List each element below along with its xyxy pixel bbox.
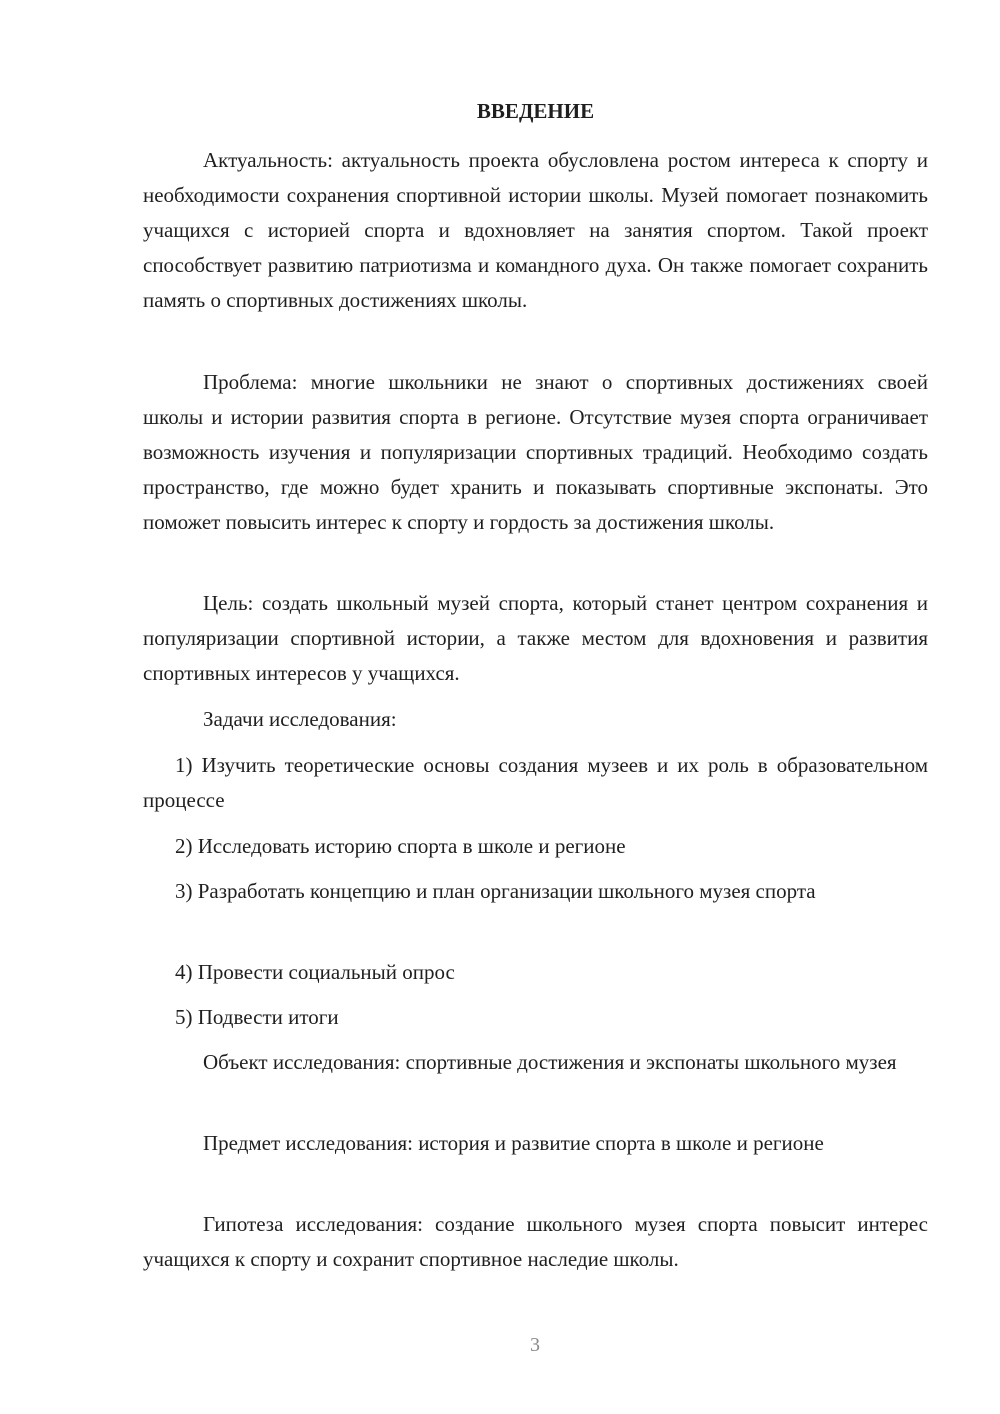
goal-paragraph: Цель: создать школьный музей спорта, который станет центром сохранения и популяризации спортивной истории, а также местом для вдохновения и развития спортивных интересов у учащихся. (143, 591, 928, 685)
task-item-1: 1) Изучить теоретические основы создания музеев и их роль в образовательном процессе (143, 753, 928, 812)
task-item-2: 2) Исследовать историю спорта в школе и регионе (175, 834, 626, 858)
task-item-5: 5) Подвести итоги (175, 1005, 339, 1029)
tasks-heading: Задачи исследования: (203, 707, 397, 731)
hypothesis-paragraph: Гипотеза исследования: создание школьного музея спорта повысит интерес учащихся к спорту и сохранит спортивное наследие школы. (143, 1212, 928, 1271)
subject-paragraph: Предмет исследования: история и развитие спорта в школе и регионе (203, 1131, 824, 1155)
task-item-3: 3) Разработать концепцию и план организации школьного музея спорта (175, 879, 816, 903)
task-item-4: 4) Провести социальный опрос (175, 960, 455, 984)
relevance-paragraph: Актуальность: актуальность проекта обусловлена ростом интереса к спорту и необходимости сохранения спортивной истории школы. Музей помогает познакомить учащихся с историей спорта и вдохновляет на занятия спортом. Такой проект способствует развитию патриотизма и командного духа. Он также помогает сохранить память о спортивных достижениях школы. (143, 148, 928, 312)
page-title: ВВЕДЕНИЕ (476, 99, 595, 123)
object-paragraph: Объект исследования: спортивные достижения и экспонаты школьного музея (203, 1050, 897, 1074)
page-number: 3 (530, 1334, 540, 1356)
problem-paragraph: Проблема: многие школьники не знают о спортивных достижениях своей школы и истории развития спорта в регионе. Отсутствие музея спорта ограничивает возможность изучения и популяризации спортивных традиций. Необходимо создать пространство, где можно будет хранить и показывать спортивные экспонаты. Это поможет повысить интерес к спорту и гордость за достижения школы. (143, 370, 928, 534)
